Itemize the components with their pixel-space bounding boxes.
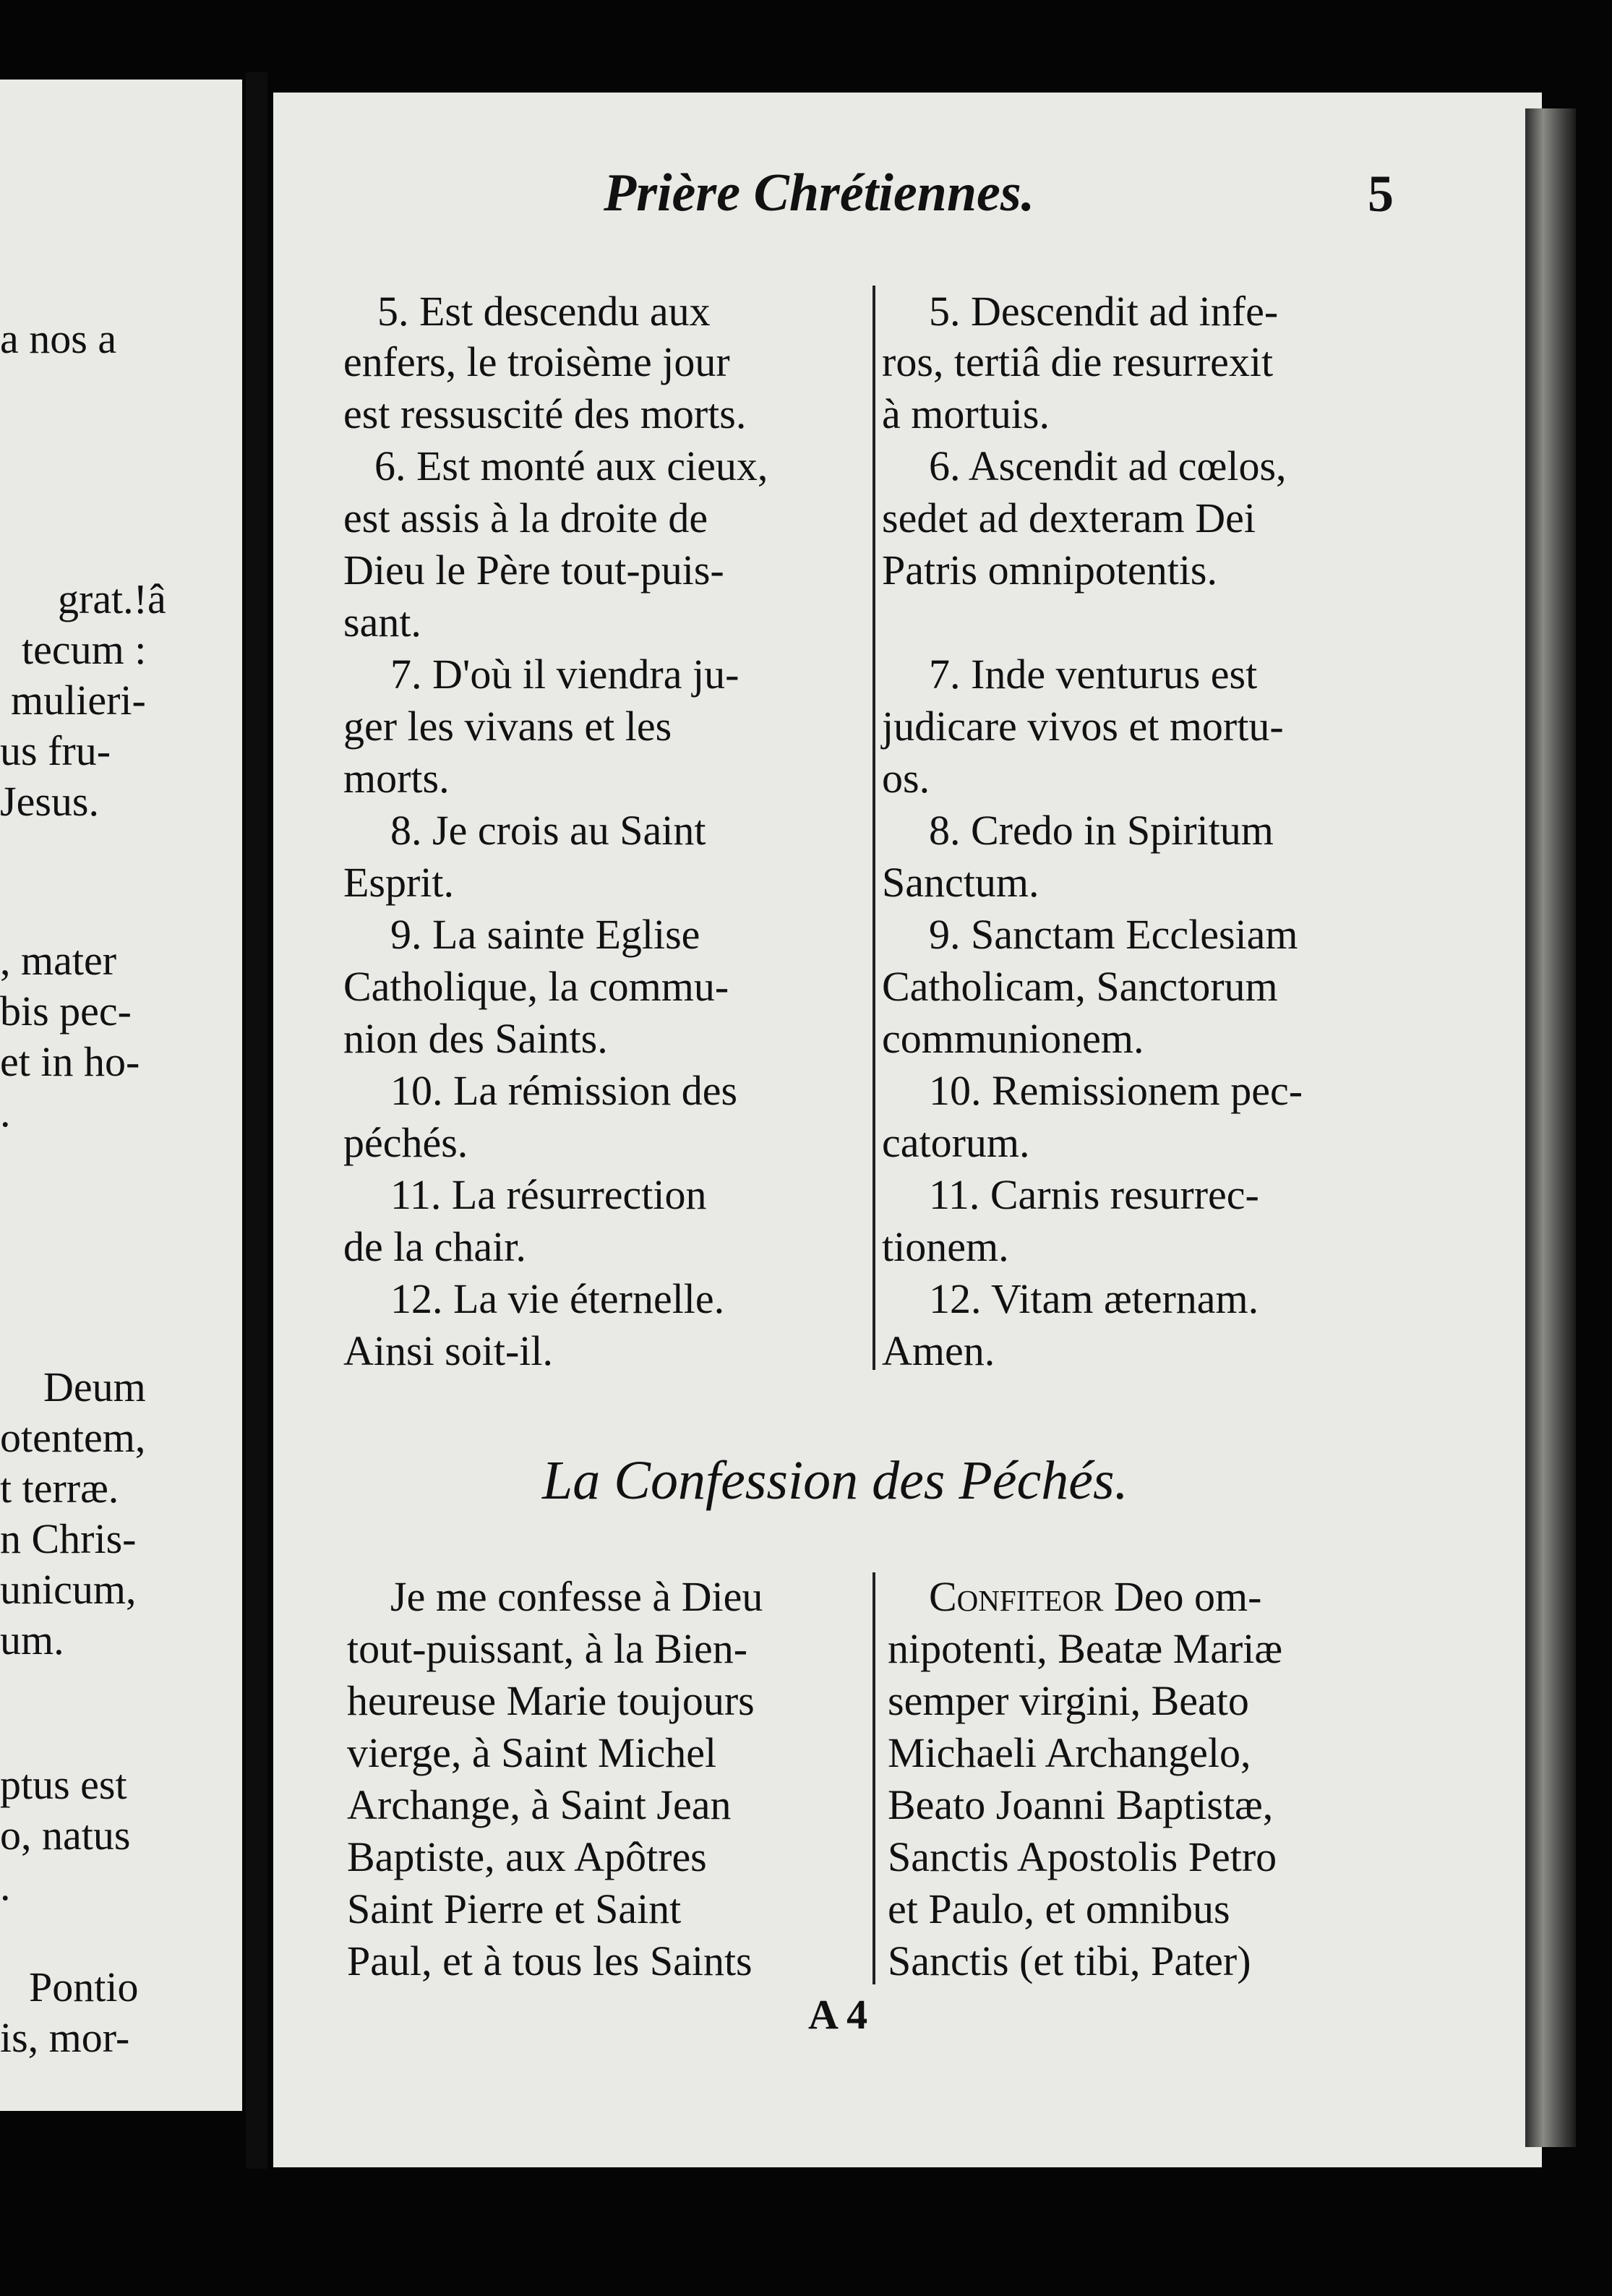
credo-latin-line: 12. Vitam æternam.: [929, 1275, 1259, 1322]
confession-latin-line: semper virgini, Beato: [888, 1677, 1249, 1724]
credo-latin-line: Catholicam, Sanctorum: [882, 963, 1278, 1010]
credo-french-line: péchés.: [343, 1119, 468, 1166]
left-fragment: Jesus.: [0, 778, 99, 825]
signature-mark: A 4: [808, 1991, 868, 2038]
left-fragment: bis pec-: [0, 988, 132, 1035]
confession-latin-line: et Paulo, et omnibus: [888, 1885, 1230, 1932]
credo-french-line: 11. La résurrection: [390, 1171, 707, 1218]
credo-french-line: Esprit.: [343, 859, 455, 906]
confession-latin-line: Michaeli Archangelo,: [888, 1729, 1251, 1776]
credo-latin-line: os.: [882, 755, 930, 802]
credo-french-line: 8. Je crois au Saint: [390, 807, 706, 854]
credo-french-line: est ressuscité des morts.: [343, 390, 747, 437]
left-fragment: , mater: [0, 937, 117, 984]
credo-latin-line: à mortuis.: [882, 390, 1050, 437]
running-title: Prière Chrétiennes.: [604, 163, 1035, 223]
credo-latin-line: catorum.: [882, 1119, 1030, 1166]
left-page: [0, 80, 242, 2111]
credo-french-line: ger les vivans et les: [343, 703, 672, 750]
credo-french-line: 9. La sainte Eglise: [390, 911, 700, 958]
credo-french-line: enfers, le troisème jour: [343, 338, 730, 385]
left-fragment: mulieri-: [11, 677, 146, 724]
left-fragment: tecum :: [22, 626, 147, 673]
left-fragment: Deum: [43, 1363, 146, 1410]
credo-french-line: Dieu le Père tout-puis-: [343, 547, 724, 594]
left-fragment: .: [0, 1862, 11, 1909]
page-number: 5: [1368, 165, 1394, 223]
credo-latin-line: 8. Credo in Spiritum: [929, 807, 1274, 854]
confession-french-line: heureuse Marie toujours: [347, 1677, 755, 1724]
credo-latin-line: Amen.: [882, 1327, 995, 1374]
credo-latin-line: Patris omnipotentis.: [882, 547, 1217, 594]
confession-french-line: Archange, à Saint Jean: [347, 1781, 732, 1828]
credo-latin-line: 11. Carnis resurrec-: [929, 1171, 1259, 1218]
credo-french-line: de la chair.: [343, 1223, 526, 1270]
credo-latin-line: communionem.: [882, 1015, 1144, 1062]
credo-french-line: 10. La rémission des: [390, 1067, 738, 1114]
confession-french-line: Je me confesse à Dieu: [390, 1573, 763, 1620]
credo-latin-line: Sanctum.: [882, 859, 1039, 906]
credo-french-line: 6. Est monté aux cieux,: [374, 442, 768, 489]
credo-latin-line: 5. Descendit ad infe-: [929, 288, 1279, 335]
credo-french-line: 12. La vie éternelle.: [390, 1275, 725, 1322]
credo-latin-line: 7. Inde venturus est: [929, 651, 1258, 698]
section-title: La Confession des Péchés.: [542, 1450, 1128, 1511]
confession-french-line: Baptiste, aux Apôtres: [347, 1833, 707, 1880]
left-fragment: a nos a: [0, 315, 117, 362]
credo-latin-line: judicare vivos et mortu-: [882, 703, 1284, 750]
left-fragment: .: [0, 1089, 11, 1136]
confiteor-word: Confiteor: [929, 1573, 1104, 1620]
credo-latin-line: 10. Remissionem pec-: [929, 1067, 1303, 1114]
credo-french-line: sant.: [343, 599, 421, 646]
credo-french-line: 7. D'où il viendra ju-: [390, 651, 739, 698]
confession-latin-text: Deo om-: [1103, 1573, 1262, 1620]
credo-latin-line: ros, tertiâ die resurrexit: [882, 338, 1274, 385]
confession-french-line: vierge, à Saint Michel: [347, 1729, 717, 1776]
left-fragment: o, natus: [0, 1812, 131, 1859]
credo-french-line: morts.: [343, 755, 450, 802]
confession-latin-line: Sanctis Apostolis Petro: [888, 1833, 1277, 1880]
confession-latin-line: Beato Joanni Baptistæ,: [888, 1781, 1274, 1828]
left-fragment: unicum,: [0, 1566, 137, 1613]
left-fragment: n Chris-: [0, 1515, 137, 1562]
left-fragment: is, mor-: [0, 2014, 130, 2061]
credo-latin-line: sedet ad dexteram Dei: [882, 494, 1256, 541]
confession-french-line: tout-puissant, à la Bien-: [347, 1625, 748, 1672]
left-fragment: otentem,: [0, 1414, 146, 1461]
left-fragment: t terræ.: [0, 1465, 119, 1512]
credo-french-line: Ainsi soit-il.: [343, 1327, 554, 1374]
credo-french-line: 5. Est descendu aux: [377, 288, 711, 335]
left-fragment: Pontio: [29, 1963, 139, 2010]
left-fragment: ptus est: [0, 1761, 127, 1808]
left-fragment: us fru-: [0, 727, 111, 774]
left-fragment: grat.!â: [58, 575, 166, 622]
credo-latin-line: tionem.: [882, 1223, 1009, 1270]
confession-latin-line: Sanctis (et tibi, Pater): [888, 1937, 1251, 1984]
confession-latin-line: nipotenti, Beatæ Mariæ: [888, 1625, 1283, 1672]
page-edge: [1525, 108, 1576, 2147]
column-rule-credo: [873, 286, 875, 1370]
confession-french-line: Paul, et à tous les Saints: [347, 1937, 753, 1984]
credo-french-line: Catholique, la commu-: [343, 963, 729, 1010]
credo-french-line: est assis à la droite de: [343, 494, 708, 541]
left-fragment: et in ho-: [0, 1038, 140, 1085]
credo-latin-line: 9. Sanctam Ecclesiam: [929, 911, 1298, 958]
confession-latin-line: [929, 1573, 1262, 1620]
book-spine: [246, 72, 267, 2169]
confession-french-line: Saint Pierre et Saint: [347, 1885, 682, 1932]
left-fragment: um.: [0, 1616, 64, 1663]
credo-french-line: nion des Saints.: [343, 1015, 608, 1062]
column-rule-confession: [873, 1572, 875, 1984]
credo-latin-line: 6. Ascendit ad cœlos,: [929, 442, 1287, 489]
